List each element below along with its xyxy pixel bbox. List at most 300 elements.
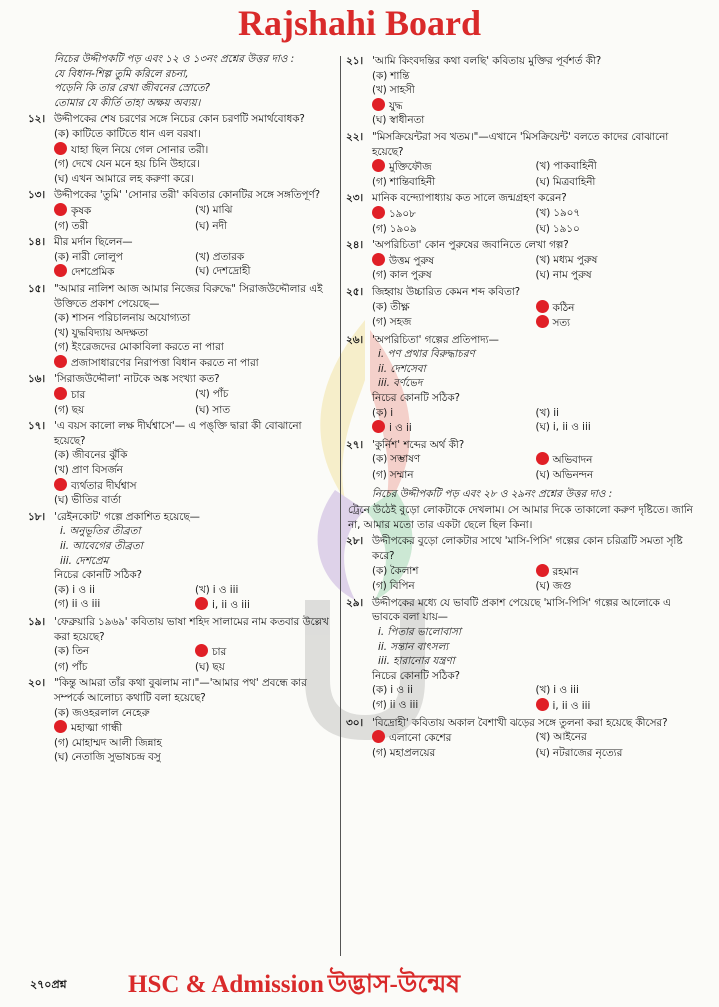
option-text: যাহা ছিল নিয়ে গেল সোনার তরী।	[71, 143, 209, 156]
option-list	[372, 69, 693, 128]
option-text: কঠিন	[552, 301, 575, 314]
option	[54, 250, 189, 265]
correct-answer-marker-icon	[195, 644, 208, 657]
option-text: মহাত্মা গান্ধী	[71, 722, 123, 735]
option-label: (গ)	[54, 660, 69, 673]
question	[30, 235, 330, 280]
option	[195, 264, 330, 280]
footer-brand	[128, 964, 460, 1007]
option-text: কৃষক	[71, 204, 92, 217]
option-label: (ক)	[372, 684, 388, 697]
statement: ii. দেশসেবা	[378, 362, 426, 375]
question-text: "কিন্তু আমরা তাঁর কথা বুঝলাম না।"—'আমার পথ' প্রবন্ধে কার সম্পর্কে আলোচ্য কথাটি বলা হয়েছে?	[54, 677, 307, 704]
option-text: অভিনন্দন	[552, 469, 593, 482]
option-text: পাঁচ	[212, 388, 229, 401]
question	[348, 596, 693, 714]
option-text: সম্মান	[389, 469, 414, 482]
option-label: (খ)	[535, 684, 551, 697]
question-text: 'কুর্নিশ' শব্দের অর্থ কী?	[372, 438, 465, 451]
option-text: ছয়	[71, 403, 85, 416]
option-text: মুক্তিফৌজ	[389, 161, 432, 174]
poem-line-2: পড়েনি কি তার রেখা জীবনের স্রোতে?	[54, 82, 211, 95]
question-text: 'সিরাজউদ্দৌলা' নাটকে অঙ্ক সংখ্যা কত?	[54, 373, 220, 386]
option-text: যুদ্ধ	[389, 99, 403, 112]
option-correct	[54, 264, 189, 280]
option-text: অভিবাদন	[552, 454, 593, 467]
option-label: (গ)	[54, 219, 69, 232]
option-text: নারী লোলুপ	[72, 250, 123, 263]
option-correct	[372, 206, 530, 222]
option	[536, 206, 694, 222]
question-number: ২৪।	[346, 239, 364, 252]
question-stem: নিচের কোনটি সঠিক?	[372, 669, 460, 682]
question-number: ২০।	[28, 677, 46, 690]
option-list	[372, 730, 693, 760]
option-label: (খ)	[535, 160, 551, 173]
option-text: সাহসী	[389, 84, 415, 97]
question-number: ১৪।	[28, 236, 46, 249]
option-text: তিন	[72, 645, 90, 658]
option-text: মহাপ্রলয়ের	[389, 746, 436, 759]
option-label: (ক)	[54, 645, 70, 658]
option	[536, 222, 694, 237]
option-text: ছয়	[212, 660, 225, 673]
option-label: (খ)	[535, 406, 551, 419]
question	[348, 238, 693, 283]
option-label: (গ)	[54, 736, 69, 749]
question-number: ১৫।	[28, 282, 46, 295]
option-list	[54, 203, 330, 233]
question	[348, 534, 693, 593]
question-text: 'অপরিচিতা' কোন পুরুষের জবানিতে লেখা গল্প?	[372, 239, 569, 252]
option	[372, 69, 693, 84]
option-label: (ঘ)	[535, 469, 550, 482]
option-label: (ক)	[372, 564, 388, 577]
option-text: সত্য	[552, 317, 571, 330]
option-label: (খ)	[535, 253, 551, 266]
correct-answer-marker-icon	[536, 698, 549, 711]
correct-answer-marker-icon	[54, 387, 67, 400]
option-list	[372, 159, 693, 189]
question	[348, 438, 693, 483]
question-number: ২৬।	[346, 333, 364, 346]
question	[30, 282, 330, 371]
option-text: নাম পুরুষ	[552, 269, 592, 282]
option-list	[54, 583, 330, 613]
option-label: (ঘ)	[54, 751, 69, 764]
option	[54, 706, 330, 721]
option	[372, 698, 530, 714]
option-correct	[372, 730, 530, 746]
option-correct	[54, 720, 330, 736]
option-label: (ক)	[372, 453, 388, 466]
option-label: (গ)	[372, 269, 387, 282]
option-text: যুদ্ধবিদ্যায় অদক্ষতা	[71, 326, 149, 339]
intro-instruction: নিচের উদ্দীপকটি পড় এবং ১২ ও ১৩নং প্রশ্নের উত্তর দাও :	[54, 53, 295, 65]
question-number: ২৯।	[346, 596, 364, 609]
column-divider	[340, 56, 341, 956]
option-correct	[372, 159, 530, 175]
option-list	[54, 706, 330, 765]
question	[30, 676, 330, 765]
option-correct	[536, 564, 694, 580]
option-text: মাঝি	[212, 203, 233, 216]
option	[195, 660, 330, 675]
option-text: প্রাণ বিসর্জন	[71, 464, 123, 477]
option	[54, 660, 189, 675]
option-text: প্রজাসাধারণের নিরাপত্তা বিধান করতে না পারা	[71, 356, 259, 369]
option	[372, 579, 530, 594]
option-text: রহমান	[552, 565, 579, 578]
option-text: i	[390, 406, 394, 419]
option-text: দেশপ্রেমিক	[71, 266, 115, 279]
option	[536, 268, 694, 283]
question-number: ১৬।	[28, 373, 46, 386]
option-correct	[54, 142, 330, 158]
option-text: i, ii ও iii	[212, 599, 250, 612]
question-number: ২৫।	[346, 285, 364, 298]
option	[54, 493, 330, 508]
statement: ii. সন্তান বাৎসল্য	[378, 640, 449, 653]
option-label: (ঘ)	[535, 222, 550, 235]
question-number: ২৮।	[346, 535, 364, 548]
option-text: মিত্রবাহিনী	[552, 175, 596, 188]
statement: iii. বর্ণভেদ	[378, 377, 423, 390]
question-text: 'আমি কিংবদন্তির কথা বলছি' কবিতায় মুক্তির পূর্বশর্ত কী?	[372, 55, 602, 67]
option-correct	[54, 387, 189, 403]
option-list	[372, 683, 693, 713]
option	[372, 683, 530, 698]
question-text: মানিক বন্দ্যোপাধ্যায় কত সালে জন্মগ্রহণ করেন?	[372, 192, 567, 205]
option-label: (খ)	[195, 583, 210, 596]
option-correct	[536, 698, 694, 714]
option-text: ব্যর্থতার দীর্ঘশ্বাস	[71, 479, 137, 492]
option-correct	[54, 478, 330, 494]
option	[536, 730, 694, 746]
option-label: (গ)	[372, 175, 387, 188]
correct-answer-marker-icon	[372, 420, 385, 433]
question-text: জিহ্বায় উচ্চারিত কেমন শব্দ কবিতা?	[372, 285, 521, 298]
option	[54, 403, 189, 418]
option-list	[54, 387, 330, 417]
option-text: কাল পুরুষ	[389, 269, 432, 282]
option	[372, 406, 530, 421]
question	[348, 333, 693, 436]
option	[195, 583, 330, 598]
option-text: ১৯০৮	[389, 207, 416, 220]
correct-answer-marker-icon	[54, 142, 67, 155]
option-label: (ঘ)	[195, 265, 210, 278]
option-label: (খ)	[195, 250, 210, 263]
option-text: তরী	[71, 219, 89, 232]
option-label: (খ)	[535, 206, 551, 219]
question-number: ১৮।	[28, 510, 46, 523]
option	[372, 268, 530, 283]
option-label: (ক)	[372, 300, 388, 313]
question-text: "আমার নালিশ আজ আমার নিজের বিরুদ্ধে" সিরাজউদ্দৌলার এই উক্তিতে প্রকাশ পেয়েছে—	[54, 282, 323, 310]
option-label: (ক)	[54, 250, 70, 263]
option-list	[54, 644, 330, 674]
option-text: শান্তি	[390, 69, 410, 82]
correct-answer-marker-icon	[536, 564, 549, 577]
option	[536, 746, 694, 761]
correct-answer-marker-icon	[372, 98, 385, 111]
option-label: (খ)	[535, 731, 551, 744]
option-label: (গ)	[372, 316, 387, 329]
correct-answer-marker-icon	[372, 253, 385, 266]
question-stem: নিচের কোনটি সঠিক?	[372, 392, 460, 405]
option-text: সহজ	[389, 316, 412, 329]
left-question-list	[30, 112, 330, 765]
right-question-list-b	[348, 534, 693, 760]
option-text: পাকবাহিনী	[553, 160, 597, 173]
question	[30, 112, 330, 186]
question	[348, 54, 693, 128]
footer-brand-bn: উদ্ভাস-উন্মেষ	[327, 971, 461, 998]
option	[536, 253, 694, 269]
question-text: 'বিদ্রোহী' কবিতায় অকাল বৈশাখী ঝড়ের সঙ্গে তুলনা করা হয়েছে কীসের?	[372, 716, 668, 729]
option-text: i ও ii	[389, 422, 412, 435]
statement: iii. হারানোর যন্ত্রণা	[378, 655, 455, 668]
option-label: (ঘ)	[535, 421, 550, 434]
option	[195, 387, 330, 403]
option-text: জীবনের ঝুঁকি	[72, 449, 128, 462]
option-list	[54, 250, 330, 280]
option-text: আইনের	[553, 731, 587, 744]
option	[195, 250, 330, 265]
option-text: সম্ভাষণ	[390, 453, 421, 466]
correct-answer-marker-icon	[54, 720, 67, 733]
question-text: 'ফেব্রুয়ারি ১৯৬৯' কবিতায় ভাষা শহিদ সালামের নাম কতবার উল্লেখ করা হয়েছে?	[54, 615, 329, 643]
option-list	[372, 406, 693, 436]
question-text: উদ্দীপকের শেষ চরণের সঙ্গে নিচের কোন চরণটি সমার্থবোধক?	[54, 113, 305, 126]
correct-answer-marker-icon	[195, 597, 208, 610]
option-label: (ঘ)	[535, 175, 550, 188]
question-number: ১৯।	[28, 615, 46, 628]
option	[54, 448, 330, 463]
option-text: এখন আমারে লহ করুণা করে।	[71, 172, 194, 185]
left-column	[30, 52, 330, 765]
option	[54, 644, 189, 660]
question	[30, 188, 330, 233]
option-label: (ঘ)	[535, 269, 550, 282]
option-label: (ক)	[54, 127, 70, 140]
question-stem: নিচের কোনটি সঠিক?	[54, 569, 142, 582]
option	[54, 597, 189, 613]
option-text: ভীতির বার্তা	[71, 494, 122, 507]
option	[536, 468, 694, 483]
option	[372, 222, 530, 237]
option-label: (খ)	[54, 464, 69, 477]
question-text: উদ্দীপকের মধ্যে যে ভাবটি প্রকাশ পেয়েছে 'মাসি-পিসি' গল্পের আলোকে এ ভাবকে বলা যায়—	[372, 596, 671, 624]
option-list	[372, 564, 693, 594]
option-correct	[372, 253, 530, 269]
option-correct	[536, 300, 694, 316]
question	[348, 191, 693, 236]
option-label: (গ)	[54, 403, 69, 416]
option	[536, 683, 694, 698]
option-text: মোহাম্মদ আলী জিন্নাহ	[71, 736, 162, 749]
correct-answer-marker-icon	[54, 203, 67, 216]
option-text: i ও iii	[212, 583, 239, 596]
option	[372, 746, 530, 761]
question	[30, 615, 330, 674]
option	[536, 579, 694, 594]
option-correct	[372, 420, 530, 436]
option	[54, 311, 330, 326]
option-text: ১৯১০	[552, 222, 580, 235]
footer	[0, 962, 719, 1002]
option-text: সাত	[212, 403, 230, 416]
question-number: ২৩।	[346, 192, 364, 205]
option-text: বিপিন	[389, 580, 415, 593]
statement: iii. দেশপ্রেম	[60, 554, 109, 567]
option-text: প্রতারক	[212, 250, 245, 263]
option	[195, 203, 330, 219]
option-correct	[195, 597, 330, 613]
option	[54, 172, 330, 187]
question-text: মীর মর্দান ছিলেন—	[54, 236, 133, 249]
option-label: (গ)	[372, 580, 387, 593]
option	[54, 326, 330, 341]
option	[536, 159, 694, 175]
option-text: ১৯০৭	[553, 206, 581, 219]
correct-answer-marker-icon	[54, 264, 67, 277]
option	[372, 452, 530, 468]
option-text: i, ii ও iii	[552, 699, 591, 712]
question	[348, 285, 693, 331]
option-list	[372, 206, 693, 236]
option	[372, 315, 530, 331]
page-number: ২৭০প্রশ্ন	[30, 978, 67, 991]
option-text: i ও ii	[390, 684, 413, 697]
correct-answer-marker-icon	[372, 206, 385, 219]
option	[372, 83, 693, 98]
option-text: স্বাধীনতা	[389, 114, 425, 127]
option	[54, 127, 330, 142]
question-text: উদ্দীপকের বুড়ো লোকটার সাথে 'মাসি-পিসি' গল্পের কোন চরিত্রটি সমতা সৃষ্টি করে?	[372, 535, 683, 562]
option-text: দেশদ্রোহী	[212, 265, 251, 278]
option-correct	[54, 203, 189, 219]
question-text: 'এ বয়স কালো লক্ষ দীর্ঘশ্বাসে'— এ পঙ্‌ক্তি দ্বারা কী বোঝানো হয়েছে?	[54, 420, 302, 447]
statement: i. অনুভূতির তীব্রতা	[60, 525, 141, 538]
stimulus-passage: ট্রেনে উঠেই বুড়ো লোকটাকে দেখলাম। সে আমার দিকে তাকালো করুণ দৃষ্টিতে। জানি না, আমার মতো তার একটা ছেলে ছিল কিনা।	[348, 504, 693, 531]
poem-line-3: তোমার যে কীর্তি তাহা অক্ষয় অব্যয়।	[54, 96, 201, 109]
option	[54, 219, 189, 234]
footer-brand-en: HSC & Admission	[128, 971, 324, 998]
option	[54, 750, 330, 765]
option-list	[372, 300, 693, 331]
question	[30, 419, 330, 508]
option-label: (খ)	[54, 326, 69, 339]
correct-answer-marker-icon	[54, 355, 67, 368]
option	[195, 219, 330, 234]
option-label: (গ)	[372, 698, 387, 711]
option-label: (খ)	[195, 388, 210, 401]
question-number: ১৭।	[28, 420, 46, 433]
option	[372, 564, 530, 580]
option	[54, 463, 330, 478]
poem-line-1: যে বিধান-শিল্প তুমি করিলে রচনা,	[54, 67, 189, 80]
question-text: 'অপরিচিতা' গল্পের প্রতিপাদ্য—	[372, 333, 499, 346]
option-correct	[536, 315, 694, 331]
option-text: পাঁচ	[71, 660, 88, 673]
option-text: জওহরলাল নেহেরু	[72, 706, 150, 719]
option-text: শাসন পরিচালনায় অযোগ্যতা	[72, 312, 191, 325]
option-label: (গ)	[54, 341, 69, 354]
option-correct	[536, 452, 694, 468]
question-text: "মিসক্রিয়েন্টরা সব খতম।"—এখানে 'মিসক্রিয়েন্ট' বলতে কাদের বোঝানো হয়েছে?	[372, 130, 669, 158]
question	[348, 716, 693, 761]
question-number: ২২।	[346, 130, 364, 143]
option-label: (ঘ)	[535, 746, 550, 759]
option-text: ইংরেজদের মোকাবিলা করতে না পারা	[71, 341, 224, 354]
option-label: (ক)	[54, 583, 70, 596]
option-text: i ও ii	[72, 583, 95, 596]
page-title: Rajshahi Board	[237, 3, 482, 43]
question-number: ৩০।	[346, 716, 364, 729]
option-text: i ও iii	[553, 684, 579, 697]
option-label: (ঘ)	[195, 219, 210, 232]
option-correct	[372, 98, 693, 114]
option-label: (খ)	[372, 84, 387, 97]
option-label: (ঘ)	[195, 403, 210, 416]
correct-answer-marker-icon	[372, 159, 385, 172]
option-correct	[54, 355, 330, 371]
option-label: (ঘ)	[195, 660, 210, 673]
option	[54, 340, 330, 355]
option-text: উত্তম পুরুষ	[389, 254, 434, 267]
question-number: ১৩।	[28, 189, 46, 202]
option-label: (ঘ)	[54, 172, 69, 185]
option	[195, 403, 330, 418]
statement: i. পণ প্রথার বিরুদ্ধাচরণ	[378, 348, 475, 361]
option	[372, 468, 530, 483]
option-label: (গ)	[54, 598, 69, 611]
option-text: নটরাজের নৃত্যের	[552, 746, 623, 759]
option	[54, 583, 189, 598]
option-label: (গ)	[54, 158, 69, 171]
option	[536, 175, 694, 190]
option-list	[54, 127, 330, 186]
option	[536, 406, 694, 421]
option-text: মধ্যম পুরুষ	[553, 253, 598, 266]
option-text: কৈলাশ	[390, 564, 419, 577]
option-text: নেতাজি সুভাষচন্দ্র বসু	[71, 751, 161, 764]
correct-answer-marker-icon	[536, 452, 549, 465]
option	[372, 113, 693, 128]
option-text: ১৯০৯	[389, 222, 417, 235]
question	[30, 510, 330, 613]
correct-answer-marker-icon	[54, 478, 67, 491]
statement: i. পিতার ভালোবাসা	[378, 625, 461, 638]
option-text: ii	[553, 406, 560, 419]
option-text: কাটিতে কাটিতে ধান এল বরষা।	[72, 127, 201, 140]
option-list	[372, 452, 693, 482]
option-text: চার	[71, 389, 86, 402]
option	[54, 736, 330, 751]
question-number: ২৭।	[346, 438, 364, 451]
option-label: (গ)	[372, 222, 387, 235]
option-text: জগু	[552, 580, 572, 593]
option	[372, 175, 530, 190]
option-text: শান্তিবাহিনী	[389, 175, 436, 188]
option-label: (ঘ)	[54, 494, 69, 507]
correct-answer-marker-icon	[536, 315, 549, 328]
option-correct	[195, 644, 330, 660]
option-text: i, ii ও iii	[552, 421, 591, 434]
option-label: (ক)	[54, 706, 70, 719]
